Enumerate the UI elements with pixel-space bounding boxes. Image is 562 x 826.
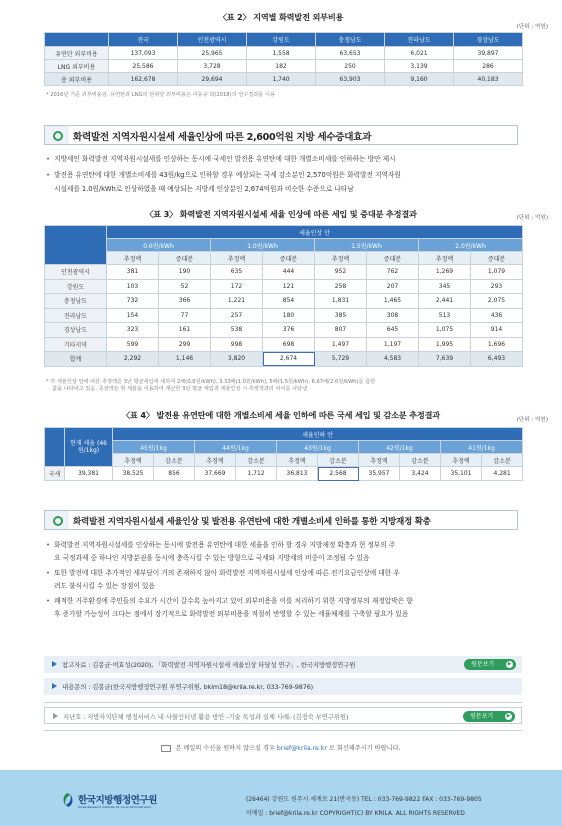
view-original-button[interactable]: 원문보기 ▶ <box>464 659 516 670</box>
table4-sub-header: 추정액 <box>277 454 318 467</box>
table-cell: 172 <box>211 279 263 294</box>
table2-header-cell <box>45 33 109 47</box>
table-cell: 3,820 <box>211 352 263 367</box>
triangle-right-icon <box>52 661 57 667</box>
divider <box>44 730 522 731</box>
table-cell: 308 <box>367 308 419 323</box>
bullet-item: • 쾌적한 거주환경에 주민들의 수요가 시간이 갈수록 높아지고 있어 외부비용을 이를 처리하기 위한 지방정부의 재정압박은 향 <box>46 596 530 607</box>
table4-group-header: 42원/1kg <box>359 441 441 454</box>
table4-group-header: 43원/1kg <box>277 441 359 454</box>
reference-bar <box>44 656 522 673</box>
table4-group-header: 44원/1kg <box>195 441 277 454</box>
table-cell: 3,728 <box>178 60 247 73</box>
table-cell: 366 <box>159 294 211 309</box>
section2-header <box>44 510 518 530</box>
circle-bullet-icon <box>53 131 63 141</box>
circle-bullet-icon <box>53 516 63 526</box>
table-row <box>45 308 523 323</box>
table-cell: 180 <box>263 308 315 323</box>
row-label: 유연탄 외부비용 <box>45 47 109 60</box>
table-cell: 162,678 <box>109 73 178 86</box>
table-cell: 63,903 <box>316 73 385 86</box>
table-cell: 376 <box>263 323 315 338</box>
view-original-button[interactable]: 원문보기 ▶ <box>463 711 515 722</box>
table4-group-header: 45원/1kg <box>113 441 195 454</box>
table3-sub-header: 증대분 <box>263 252 315 265</box>
row-label: 총 외부비용 <box>45 73 109 86</box>
bullet-item: • 발전용 유연탄에 대한 개별소비세를 43원/kg으로 인하할 경우 예상되는 국세 감소분인 2,570억원은 화력발전 지역자원 <box>46 170 530 181</box>
table2-note: * 2016년 기준 외부비용임. 유연탄과 LNG의 단위당 외부비용은 이동규 외(2018)의 연구결과를 이용 <box>46 92 275 98</box>
table4-sub-header: 추정액 <box>113 454 154 467</box>
table-cell: 645 <box>367 323 419 338</box>
table-cell: 6,021 <box>385 47 454 60</box>
table-row <box>45 294 523 309</box>
table-cell: 5,729 <box>315 352 367 367</box>
table3-note-line: * 각 세율인상 안에 따른 추정액은 3년 평균세입에 대하여 2배(0.6원/kWh), 3.33배(1.0원/kWh), 5배(1.5원/kWh), 6.67배(2.0원/kWh)를 곱한 <box>46 379 376 385</box>
table4-sub-header: 추정액 <box>441 454 482 467</box>
table3 <box>44 225 523 367</box>
table-cell: 1,831 <box>315 294 367 309</box>
divider <box>44 702 522 703</box>
bullet-item: • 화력발전 지역자원시설세를 인상하는 동시에 발전용 유연탄에 대한 세율을 인하 할 경우 지방재정 확충과 현 정부의 주 <box>46 540 530 551</box>
table-cell: 1,465 <box>367 294 419 309</box>
contact-text[interactable]: 내용문의 : 김봉균(한국지방행정연구원 부연구위원, bkim18@krila.re.kr, 033-769-9876) <box>62 683 314 691</box>
table-cell: 9,160 <box>385 73 454 86</box>
table-cell: 1,558 <box>247 47 316 60</box>
table2-header-cell: 강원도 <box>247 33 316 47</box>
table3-title: 〈표 3〉 화력발전 지역자원시설세 세율 인상에 따른 세입 및 증대분 추정결과 <box>145 209 417 219</box>
table-cell: 36,813 <box>277 467 318 481</box>
row-label: 경상남도 <box>45 323 107 338</box>
table4-sub-header: 감소분 <box>154 454 195 467</box>
table3-sub-header: 증대분 <box>159 252 211 265</box>
table2 <box>44 32 523 86</box>
row-label: 충청남도 <box>45 294 107 309</box>
contact-bar <box>44 678 522 695</box>
table-cell: 190 <box>159 265 211 280</box>
table-cell: 35,957 <box>359 467 400 481</box>
table-cell: 952 <box>315 265 367 280</box>
table-cell: 1,696 <box>471 337 523 352</box>
table-cell: 35,101 <box>441 467 482 481</box>
bullet-item: • 지방세인 화력발전 지역자원시설세를 인상하는 동시에 국세인 발전용 유연탄에 대한 개별소비세를 인하하는 방안 제시 <box>46 154 530 165</box>
table-cell: 103 <box>107 279 159 294</box>
mail-icon <box>161 745 171 752</box>
table-cell: 121 <box>263 279 315 294</box>
table-cell: 436 <box>471 308 523 323</box>
triangle-right-icon <box>53 713 58 719</box>
table-cell: 182 <box>247 60 316 73</box>
table-cell: 599 <box>107 337 159 352</box>
table3-note <box>46 379 526 394</box>
table-row <box>45 47 523 60</box>
table-cell: 77 <box>159 308 211 323</box>
table-cell: 1,075 <box>419 323 471 338</box>
previous-issue-bar <box>44 707 522 724</box>
table-cell: 1,079 <box>471 265 523 280</box>
table-cell: 513 <box>419 308 471 323</box>
table3-group-header: 1.0원/kWh <box>211 239 315 252</box>
row-label: 강원도 <box>45 279 107 294</box>
table4-group-header: 41원/1kg <box>441 441 523 454</box>
triangle-right-icon <box>52 683 57 689</box>
table-cell: 1,197 <box>367 337 419 352</box>
table4-top-header: 세율인하 안 <box>113 428 523 441</box>
table-cell: 345 <box>419 279 471 294</box>
row-label: 인천광역시 <box>45 265 107 280</box>
table-cell: 39,897 <box>454 47 523 60</box>
table-cell: 137,093 <box>109 47 178 60</box>
bullet-item-continued: 려도 불식시킬 수 있는 장점이 있음 <box>54 582 155 590</box>
table-cell: 914 <box>471 323 523 338</box>
table4-unit: (단위 : 억원) <box>516 417 548 423</box>
row-label: 합계 <box>45 352 107 367</box>
table-cell: 3,139 <box>385 60 454 73</box>
table-cell: 154 <box>107 308 159 323</box>
table-cell: 52 <box>159 279 211 294</box>
table-row <box>45 265 523 280</box>
table-cell: 29,694 <box>178 73 247 86</box>
bullet-item-continued: 요 국정과제 중 하나인 지방분권을 동시에 충족시킬 수 있는 방향으로 국세와 지방세의 비중이 조정될 수 있음 <box>54 554 370 562</box>
footer <box>0 770 562 826</box>
table3-sub-header: 추정액 <box>315 252 367 265</box>
section1-header <box>44 125 518 145</box>
table2-header-cell: 충청남도 <box>316 33 385 47</box>
table-cell: 538 <box>211 323 263 338</box>
unsubscribe-email-link[interactable]: brief@krila.re.kr <box>276 745 327 752</box>
table3-sub-header: 추정액 <box>107 252 159 265</box>
bullet-item-continued: 시설세를 1.0원/kWh로 인상하였을 때 예상되는 지방세 인상분인 2,674억원과 비슷한 수준으로 나타남 <box>54 185 354 193</box>
table3-unit: (단위 : 억원) <box>516 215 548 221</box>
table2-header-cell: 전라남도 <box>385 33 454 47</box>
arrow-right-icon: ▶ <box>506 713 511 719</box>
table-cell: 1,712 <box>236 467 277 481</box>
section2-title: 화력발전 지역자원시설세 세율인상 및 발전용 유연탄에 대한 개별소비세 인하를 통한 지방재정 확충 <box>73 517 431 527</box>
table-cell: 37,669 <box>195 467 236 481</box>
table-cell: 257 <box>211 308 263 323</box>
table3-group-header: 2.0원/kWh <box>419 239 523 252</box>
table-cell: 207 <box>367 279 419 294</box>
table-cell: 1,740 <box>247 73 316 86</box>
bullet-item-continued: 후 증가할 가능성이 크다는 점에서 장기적으로 화력발전 외부비용을 적절히 반영할 수 있는 세율체계를 구축할 필요가 있음 <box>54 610 409 618</box>
table-cell: 2,568 <box>318 467 359 481</box>
table-cell: 7,639 <box>419 352 471 367</box>
table-cell: 258 <box>315 279 367 294</box>
table-cell: 444 <box>263 265 315 280</box>
table4-sub-header: 감소분 <box>318 454 359 467</box>
previous-issue-text[interactable]: 지난호 : 지방자치단체 행정서비스 내 사물인터넷 활용 방안 -기술 특성과 실제 사례- (김정숙 부연구위원) <box>63 713 349 721</box>
table3-note-line: 값을 나타내고 있음. 증감액은 현 세율을 이용하여 계산한 3년 평균 세입과 세율인상 시 추정액과의 차이를 나타냄 <box>52 386 308 393</box>
table4-sub-header: 감소분 <box>482 454 523 467</box>
table-cell: 854 <box>263 294 315 309</box>
table-cell: 381 <box>107 265 159 280</box>
table-cell: 3,424 <box>400 467 441 481</box>
table-row <box>45 337 523 352</box>
table-cell: 698 <box>263 337 315 352</box>
table-cell: 63,653 <box>316 47 385 60</box>
table-cell: 25,586 <box>109 60 178 73</box>
table-cell: 635 <box>211 265 263 280</box>
table4 <box>44 427 523 481</box>
table2-unit: (단위 : 억원) <box>516 24 548 30</box>
table3-sub-header: 증대분 <box>471 252 523 265</box>
table-cell: 807 <box>315 323 367 338</box>
table-cell: 2,441 <box>419 294 471 309</box>
table-row <box>45 467 523 481</box>
table-cell: 732 <box>107 294 159 309</box>
bullet-item: • 또한 발전에 대한 추가적인 세부담이 거의 존재하지 않아 화력발전 지역자원시설세 인상에 따른 전기요금인상에 대한 우 <box>46 568 530 579</box>
table3-top-header: 세율인상 안 <box>107 226 523 239</box>
table-cell: 2,674 <box>263 352 315 367</box>
table2-header-row <box>45 33 523 47</box>
table4-sub-header: 감소분 <box>236 454 277 467</box>
table-cell: 323 <box>107 323 159 338</box>
table-cell: 4,281 <box>482 467 523 481</box>
table-cell: 2,075 <box>471 294 523 309</box>
table4-sub-header: 추정액 <box>195 454 236 467</box>
table-cell: 1,497 <box>315 337 367 352</box>
org-english-name: Korea Research Institute for Local Administration <box>78 805 152 809</box>
row-label: 전라남도 <box>45 308 107 323</box>
row-label: 기타지역 <box>45 337 107 352</box>
table-cell: 293 <box>471 279 523 294</box>
section2-bullets <box>46 540 530 620</box>
unsubscribe-note: 본 메일의 수신을 원하지 않으실 경우 brief@krila.re.kr 로 회신해주시기 바랍니다. <box>0 743 562 752</box>
table-row <box>45 73 523 86</box>
table-cell: 6,493 <box>471 352 523 367</box>
table3-group-header: 0.6원/kWh <box>107 239 211 252</box>
row-label: 국세 <box>45 467 65 481</box>
table-cell: 1,269 <box>419 265 471 280</box>
table-cell: 39,381 <box>65 467 113 481</box>
table3-group-header: 1.5원/kWh <box>315 239 419 252</box>
table-cell: 762 <box>367 265 419 280</box>
table3-sub-header: 추정액 <box>419 252 471 265</box>
org-name: 한국지방행정연구원 <box>78 795 157 806</box>
table4-current-header: 현재 세율 (46원/1kg) <box>65 428 113 467</box>
table-row <box>45 323 523 338</box>
table3-sub-header: 추정액 <box>211 252 263 265</box>
table-cell: 25,965 <box>178 47 247 60</box>
table3-sub-header: 증대분 <box>367 252 419 265</box>
table-cell: 161 <box>159 323 211 338</box>
row-label: LNG 외부비용 <box>45 60 109 73</box>
arrow-right-icon: ▶ <box>507 661 512 667</box>
table-cell: 4,583 <box>367 352 419 367</box>
table-cell: 299 <box>159 337 211 352</box>
footer-address: (26464) 강원도 원주시 세계로 21(반곡동) TEL : 033-769-9822 FAX : 033-769-9805 <box>246 796 482 803</box>
table-cell: 385 <box>315 308 367 323</box>
table-cell: 856 <box>154 467 195 481</box>
table-cell: 1,146 <box>159 352 211 367</box>
table-cell: 250 <box>316 60 385 73</box>
table2-header-cell: 경상남도 <box>454 33 523 47</box>
table-cell: 1,995 <box>419 337 471 352</box>
table-cell: 1,221 <box>211 294 263 309</box>
krila-logo-icon <box>60 792 76 808</box>
table2-header-cell: 인천광역시 <box>178 33 247 47</box>
table4-sub-header: 추정액 <box>359 454 400 467</box>
reference-text: 참고자료 : 김봉균·여효성(2020), 「화력발전 지역자원시설세 세율인상 타당성 연구」, 한국지방행정연구원 <box>62 661 356 669</box>
table2-title: 〈표 2〉 지역별 화력발전 외부비용 <box>218 12 344 22</box>
table-row <box>45 60 523 73</box>
table2-header-cell: 전국 <box>109 33 178 47</box>
table-cell: 40,183 <box>454 73 523 86</box>
table4-sub-header: 감소분 <box>400 454 441 467</box>
table-cell: 2,292 <box>107 352 159 367</box>
table-cell: 998 <box>211 337 263 352</box>
table-row <box>45 279 523 294</box>
footer-email: 이메일 : brief@krila.re.kr COPYRIGHT(C) BY KRILA. ALL RIGHTS RESERVED <box>246 810 465 817</box>
table-row <box>45 352 523 367</box>
table-cell: 38,525 <box>113 467 154 481</box>
table4-title: 〈표 4〉 발전용 유연탄에 대한 개별소비세 세율 인하에 따른 국세 세입 및 감소분 추정결과 <box>121 410 441 420</box>
section1-title: 화력발전 지역자원시설세 세율인상에 따른 2,600억원 지방 세수증대효과 <box>73 132 372 143</box>
section1-bullets <box>46 154 530 195</box>
table-cell: 286 <box>454 60 523 73</box>
